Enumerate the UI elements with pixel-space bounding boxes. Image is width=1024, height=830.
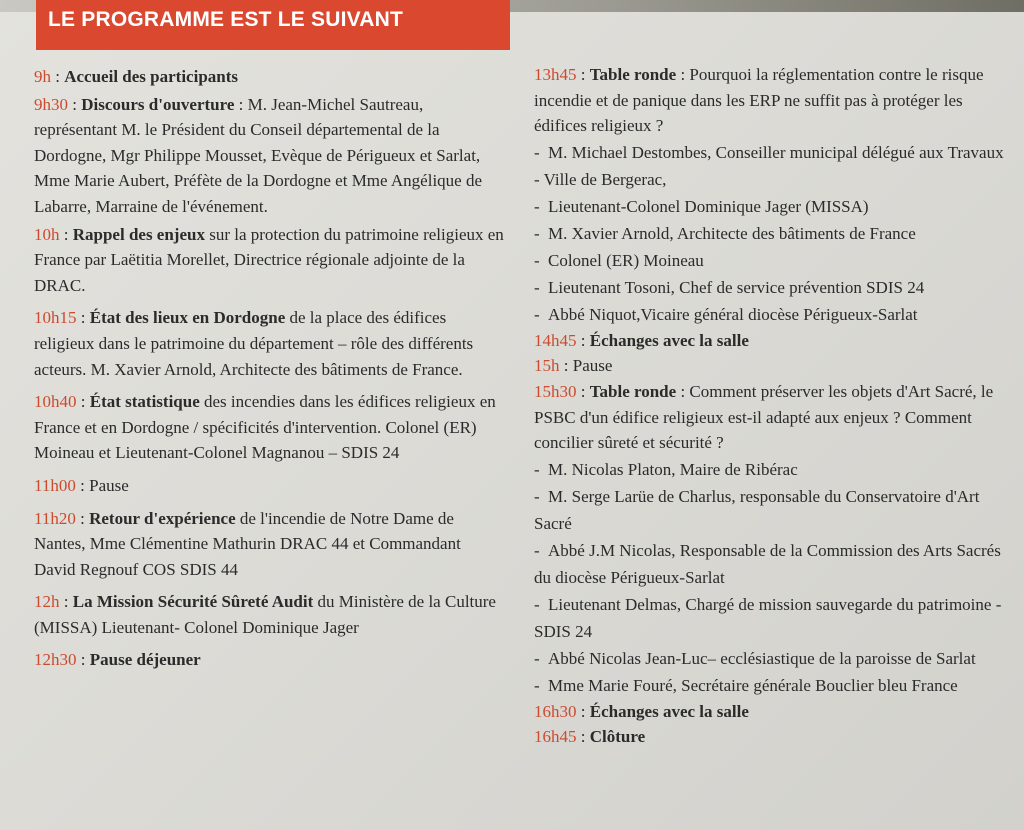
program-item [34, 222, 504, 299]
program-item [534, 379, 1004, 456]
participant-item [534, 591, 1004, 645]
item-time: 11h00 [34, 475, 76, 495]
program-item [534, 62, 1004, 139]
list-dash: - [534, 142, 540, 162]
item-sep: : [576, 65, 590, 84]
participant-item [534, 193, 1004, 220]
item-title: État statistique [89, 392, 200, 412]
right-column [534, 62, 1004, 750]
item-sep: : [68, 94, 82, 114]
program-item [534, 724, 1004, 750]
item-time: 10h15 [34, 308, 77, 328]
list-dash: - [534, 594, 540, 614]
item-title: Discours d'ouverture [81, 94, 235, 114]
left-column [34, 64, 504, 680]
item-sep: : [76, 308, 90, 328]
participant-item [534, 483, 1004, 537]
program-item [534, 353, 1004, 379]
item-sep: : [75, 508, 90, 528]
list-dash: - [534, 540, 540, 560]
item-title: La Mission Sécurité Sûreté Audit [72, 592, 314, 612]
participant-text: Mme Marie Fouré, Secrétaire générale Bouclier bleu France [548, 675, 958, 695]
participant-text: Colonel (ER) Moineau [548, 250, 704, 270]
participant-text: M. Michael Destombes, Conseiller municipal délégué aux Travaux - Ville de Bergerac, [534, 142, 1004, 189]
item-sep: : [76, 392, 90, 412]
participant-text: Lieutenant-Colonel Dominique Jager (MISSA) [548, 196, 869, 216]
item-sep: : [75, 475, 90, 495]
item-text: Pause [572, 356, 613, 376]
item-sep: : [59, 224, 73, 244]
item-time: 12h30 [34, 650, 77, 670]
item-time: 15h30 [534, 381, 577, 401]
participant-item [534, 247, 1004, 274]
item-title: Rappel des enjeux [72, 224, 205, 244]
list-dash: - [534, 675, 540, 695]
list-dash: - [534, 277, 540, 297]
item-sep: : [51, 67, 65, 86]
participant-item [534, 301, 1004, 328]
item-text: Pause [89, 475, 129, 495]
item-sep: : [576, 701, 590, 721]
participant-item [534, 672, 1004, 699]
program-banner [36, 0, 510, 50]
participant-text: Abbé J.M Nicolas, Responsable de la Commission des Arts Sacrés du diocèse Périgueux-Sarlat [534, 540, 1001, 587]
item-title: Accueil des participants [64, 67, 239, 86]
participant-item [534, 220, 1004, 247]
item-time: 9h30 [34, 94, 68, 114]
participant-item [534, 274, 1004, 301]
item-sep: : [559, 356, 573, 376]
item-time: 11h20 [34, 508, 76, 528]
list-dash: - [534, 223, 540, 243]
item-sep: : [576, 727, 590, 747]
item-text: du Ministère de la Culture (MISSA) Lieutenant- Colonel Dominique Jager [34, 592, 496, 637]
item-text: de l'incendie de Notre Dame de Nantes, Mme Clémentine Mathurin DRAC 44 et Commandant David Regnouf COS SDIS 44 [34, 508, 461, 579]
list-dash: - [534, 304, 540, 324]
program-item [34, 647, 504, 673]
item-time: 14h45 [534, 330, 577, 350]
participant-text: Abbé Nicolas Jean-Luc– ecclésiastique de la paroisse de Sarlat [548, 648, 976, 668]
program-item [534, 328, 1004, 354]
item-text: de la place des édifices religieux dans le patrimoine du département – rôle des différents acteurs. M. Xavier Arnold, Architecte des bâtiments de France. [34, 308, 474, 379]
program-item [34, 305, 504, 382]
item-title: Clôture [589, 727, 646, 747]
item-title: Pause déjeuner [89, 650, 201, 670]
participant-text: Lieutenant Tosoni, Chef de service prévention SDIS 24 [548, 277, 925, 297]
item-time: 13h45 [534, 65, 577, 84]
item-time: 12h [34, 592, 60, 612]
item-title: Retour d'expérience [89, 508, 236, 528]
participant-text: Abbé Niquot,Vicaire général diocèse Périgueux-Sarlat [548, 304, 918, 324]
list-dash: - [534, 250, 540, 270]
list-dash: - [534, 459, 540, 479]
item-text: : M. Jean-Michel Sautreau, représentant M. le Président du Conseil départemental de la Dordogne, Mgr Philippe Mousset, Evèque de Périgueux et Sarlat, Mme Marie Aubert, Préfète de la Dordogne et Mme Angélique de Labarre, Marraine de l'événement. [34, 94, 483, 216]
list-dash: - [534, 486, 540, 506]
program-item [34, 473, 504, 499]
participant-item [534, 537, 1004, 591]
item-text: sur la protection du patrimoine religieux en France par Laëtitia Morellet, Directrice régionale adjointe de la DRAC. [34, 224, 504, 295]
item-time: 16h45 [534, 727, 577, 747]
item-text: : Pourquoi la réglementation contre le risque incendie et de panique dans les ERP ne suffit pas à protéger les édifices religieux ? [534, 65, 984, 136]
program-item [534, 699, 1004, 725]
program-item [34, 589, 504, 640]
item-text: des incendies dans les édifices religieux en France et en Dordogne / spécificités d'intervention. Colonel (ER) Moineau et Lieutenant-Colonel Magnanou – SDIS 24 [34, 392, 496, 463]
item-title: État des lieux en Dordogne [89, 308, 286, 328]
program-item [34, 506, 504, 583]
item-sep: : [59, 592, 73, 612]
item-time: 16h30 [534, 701, 577, 721]
participant-text: M. Serge Larüe de Charlus, responsable du Conservatoire d'Art Sacré [534, 486, 980, 533]
item-title: Échanges avec la salle [589, 701, 749, 721]
item-sep: : [576, 381, 590, 401]
participant-text: M. Nicolas Platon, Maire de Ribérac [548, 459, 798, 479]
item-text: : Comment préserver les objets d'Art Sacré, le PSBC d'un édifice religieux est-il adapté aux enjeux ? Comment concilier sûreté et sécurité ? [534, 381, 994, 453]
banner-title: LE PROGRAMME EST LE SUIVANT [48, 8, 404, 31]
program-item [34, 92, 504, 220]
list-dash: - [534, 196, 540, 216]
item-title: Table ronde [589, 65, 677, 84]
participant-item [534, 139, 1004, 193]
program-item [34, 64, 504, 90]
item-title: Table ronde [589, 381, 677, 401]
participant-item [534, 456, 1004, 483]
item-title: Échanges avec la salle [589, 330, 749, 350]
participant-text: Lieutenant Delmas, Chargé de mission sauvegarde du patrimoine - SDIS 24 [534, 594, 1002, 641]
program-item [34, 389, 504, 466]
item-time: 10h [34, 224, 60, 244]
item-sep: : [76, 650, 90, 670]
item-time: 10h40 [34, 392, 77, 412]
participant-item [534, 645, 1004, 672]
list-dash: - [534, 648, 540, 668]
participant-text: M. Xavier Arnold, Architecte des bâtiments de France [548, 223, 916, 243]
item-time: 9h [34, 67, 51, 86]
item-time: 15h [534, 356, 560, 376]
item-sep: : [576, 330, 590, 350]
